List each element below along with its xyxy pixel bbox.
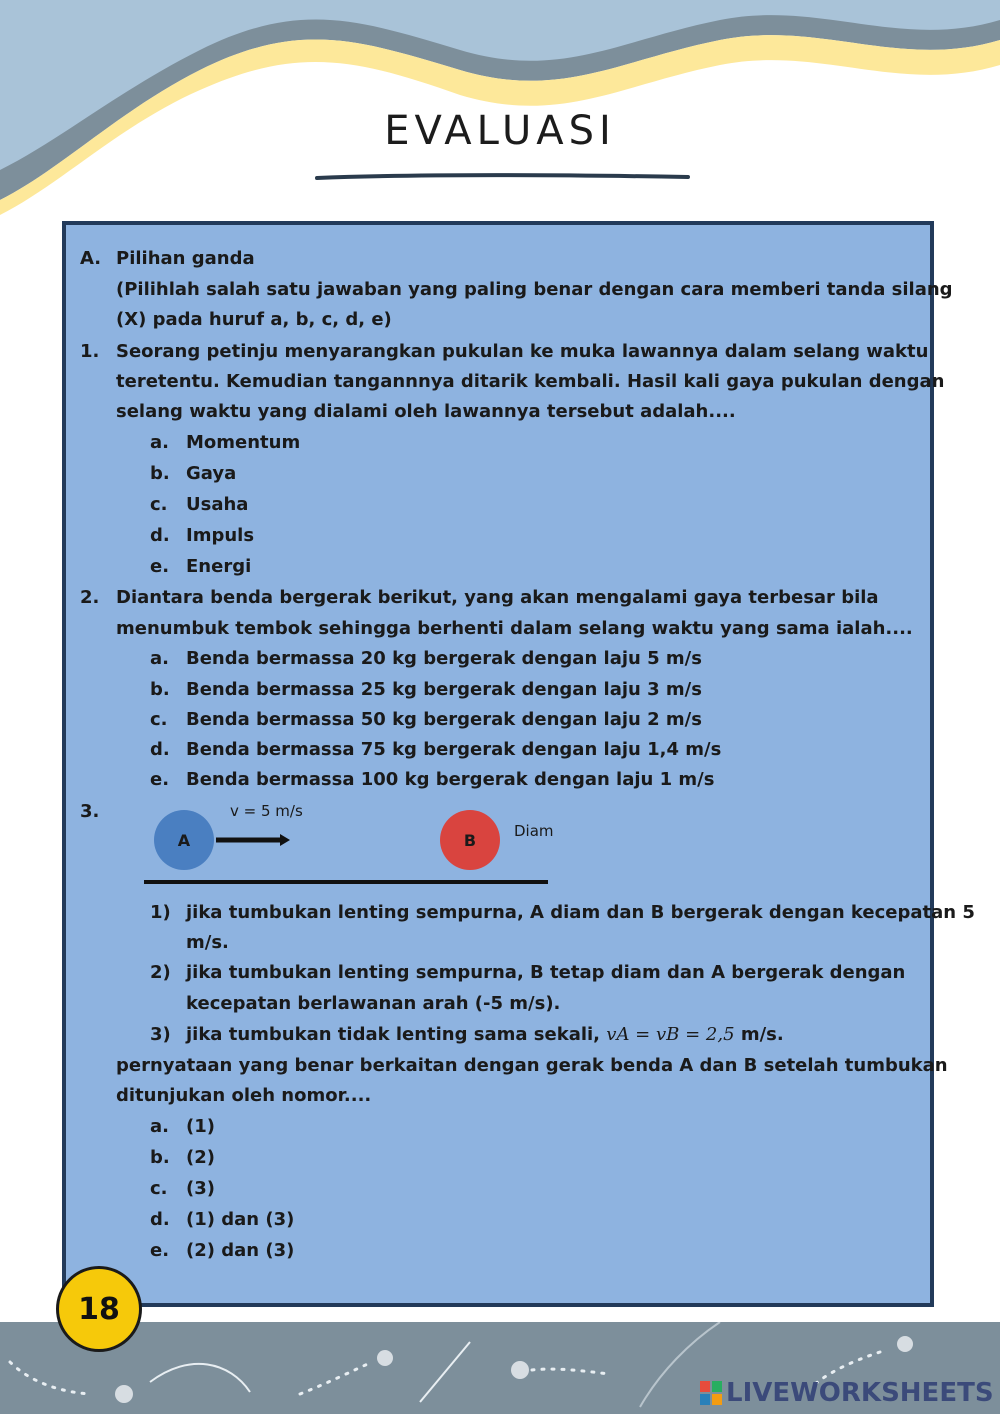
option-letter[interactable]: b. (150, 1147, 170, 1168)
question-text: pernyataan yang benar berkaitan dengan gerak benda A dan B setelah tumbukan (116, 1055, 948, 1076)
option-letter[interactable]: a. (150, 432, 169, 453)
question-text: ditunjukan oleh nomor.... (116, 1085, 372, 1106)
statement-text: kecepatan berlawanan arah (-5 m/s). (186, 993, 561, 1014)
option-letter[interactable]: d. (150, 1209, 170, 1230)
statement-suffix: m/s. (734, 1024, 784, 1045)
question-number: 2. (80, 587, 100, 608)
option-letter[interactable]: e. (150, 1240, 170, 1261)
ball-a-label: A (177, 831, 191, 850)
velocity-label: v = 5 m/s (230, 802, 303, 820)
statement-text: m/s. (186, 932, 229, 953)
option-text[interactable]: (2) (186, 1147, 215, 1168)
option-text[interactable]: Benda bermassa 100 kg bergerak dengan laju 1 m/s (186, 769, 715, 790)
instruction-line: (Pilihlah salah satu jawaban yang paling benar dengan cara memberi tanda silang (116, 279, 953, 300)
option-letter[interactable]: c. (150, 1178, 168, 1199)
liveworksheets-icon (700, 1381, 722, 1405)
option-text[interactable]: Gaya (186, 463, 237, 484)
arrow-head-icon (280, 834, 290, 846)
option-letter[interactable]: b. (150, 679, 170, 700)
statement-number: 1) (150, 902, 171, 923)
instruction-line: (X) pada huruf a, b, c, d, e) (116, 309, 392, 330)
option-letter[interactable]: e. (150, 556, 170, 577)
option-letter[interactable]: b. (150, 463, 170, 484)
liveworksheets-logo[interactable] (700, 1378, 994, 1408)
question-number: 3. (80, 801, 100, 822)
option-letter[interactable]: a. (150, 1116, 169, 1137)
option-letter[interactable]: e. (150, 769, 170, 790)
section-title: Pilihan ganda (116, 248, 255, 269)
question-text: Seorang petinju menyarangkan pukulan ke muka lawannya dalam selang waktu (116, 341, 929, 362)
title-underline (315, 172, 690, 182)
statement-formula: vA = vB = 2,5 (606, 1024, 735, 1045)
option-text[interactable]: Momentum (186, 432, 301, 453)
statement-text: jika tumbukan lenting sempurna, A diam dan B bergerak dengan kecepatan 5 (186, 902, 975, 923)
page-title: EVALUASI (384, 108, 616, 154)
section-label: A. (80, 248, 102, 269)
collision-diagram (140, 798, 560, 890)
option-text[interactable]: Benda bermassa 25 kg bergerak dengan laju 3 m/s (186, 679, 702, 700)
option-letter[interactable]: d. (150, 739, 170, 760)
question-text: teretentu. Kemudian tangannnya ditarik kembali. Hasil kali gaya pukulan dengan (116, 371, 945, 392)
liveworksheets-text: LIVEWORKSHEETS (726, 1378, 994, 1408)
option-text[interactable]: Usaha (186, 494, 249, 515)
question-text: selang waktu yang dialami oleh lawannya tersebut adalah.... (116, 401, 736, 422)
question-text: menumbuk tembok sehingga berhenti dalam selang waktu yang sama ialah.... (116, 618, 913, 639)
statement-number: 3) (150, 1024, 171, 1045)
option-text[interactable]: (2) dan (3) (186, 1240, 295, 1261)
option-text[interactable]: Benda bermassa 20 kg bergerak dengan laju 5 m/s (186, 648, 702, 669)
statement-text: jika tumbukan lenting sempurna, B tetap diam dan A bergerak dengan (186, 962, 906, 983)
option-letter[interactable]: c. (150, 709, 168, 730)
question-text: Diantara benda bergerak berikut, yang akan mengalami gaya terbesar bila (116, 587, 879, 608)
option-text[interactable]: Impuls (186, 525, 255, 546)
option-letter[interactable]: a. (150, 648, 169, 669)
status-label: Diam (514, 822, 554, 840)
statement-prefix: jika tumbukan tidak lenting sama sekali, (186, 1024, 607, 1045)
ball-b-label: B (463, 831, 477, 850)
option-text[interactable]: (1) (186, 1116, 215, 1137)
option-letter[interactable]: c. (150, 494, 168, 515)
statement-number: 2) (150, 962, 171, 983)
question-number: 1. (80, 341, 100, 362)
statement-text (186, 1023, 784, 1047)
option-text[interactable]: (3) (186, 1178, 215, 1199)
option-letter[interactable]: d. (150, 525, 170, 546)
option-text[interactable]: (1) dan (3) (186, 1209, 295, 1230)
option-text[interactable]: Energi (186, 556, 252, 577)
option-text[interactable]: Benda bermassa 50 kg bergerak dengan laju 2 m/s (186, 709, 702, 730)
page-number-badge: 18 (56, 1266, 142, 1352)
option-text[interactable]: Benda bermassa 75 kg bergerak dengan laju 1,4 m/s (186, 739, 722, 760)
